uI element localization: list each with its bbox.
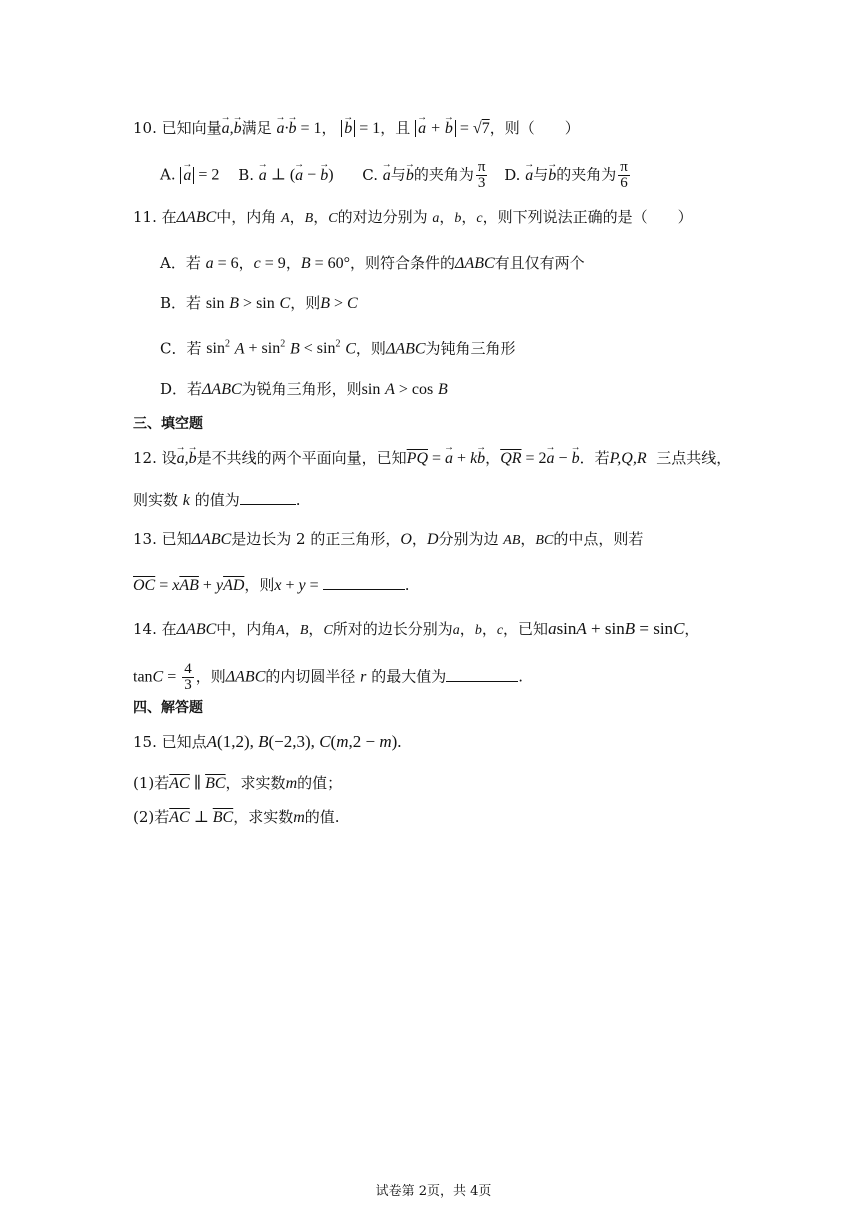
q11-text: A．若 (160, 254, 201, 272)
q11-text: 的对边分别为 (337, 208, 428, 226)
q15-text: (2)若 (133, 808, 170, 826)
q14-text: ，已知 (503, 620, 549, 638)
q14-number: 14. (133, 620, 157, 638)
q15-stem: 15. 已知点A(1,2), B(−2,3), C(m,2 − m). (133, 732, 402, 751)
q13-text: 已知 (161, 530, 192, 548)
q15-text: 已知点 (161, 733, 207, 751)
q11-option-d: D．若ΔABC为锐角三角形，则sin A > cos B (160, 380, 448, 398)
q14-text: 的最大值为 (371, 667, 447, 686)
q11-option-b: B．若 sin B > sin C，则B > C (160, 294, 358, 312)
q15-text: ，求实数 (233, 808, 294, 826)
q14-text: 中，内角 (216, 620, 277, 638)
section-title-answer: 四、解答题 (133, 700, 203, 716)
q12-text: 设 (161, 449, 177, 467)
q13-text: 的中点，则若 (553, 530, 644, 548)
q13-line2: $\overline{OC} = x\overline{AB} + y\overline{AD}$，则x + y = . (133, 576, 410, 594)
section-title-fill-in: 三、填空题 (133, 416, 203, 432)
q13-stem: 13. 已知ΔABC是边长为 2 的正三角形，O，D分别为边 AB，BC的中点，则若 (133, 530, 644, 548)
q11-text: ，则下列说法正确的是（ ） (482, 208, 693, 226)
q14-text: 所对的边长分别为 (332, 620, 453, 638)
q11-text: ，则 (355, 339, 386, 358)
q10-number: 10. (133, 119, 157, 137)
q15-sub2: (2)若$\overline{AC}$ ⊥ $\overline{BC}$，求实数m的值. (133, 808, 340, 826)
q12-text: 三点共线， (656, 449, 732, 467)
q10-text: 的夹角为 (413, 165, 474, 184)
q10-text: 的夹角为 (556, 165, 617, 184)
q11-text: D．若 (160, 380, 203, 398)
q10-stem: 10. 已知向量→ a,→ b满足 → a·→ b = 1， → b = 1，且 → a + → b = √7，则（ ） (133, 117, 580, 140)
q11-text: B．若 (160, 294, 202, 312)
q13-number: 13. (133, 530, 157, 548)
q10-option-d: D. (504, 165, 521, 184)
q12-text: 是不共线的两个平面向量，已知 (196, 449, 407, 467)
q11-text: 在 (161, 208, 177, 226)
q10-text: 与 (390, 165, 406, 184)
q10-text: ，且 (380, 119, 411, 137)
q14-line2: tanC = $\frac{4}{3}$ ，则ΔABC的内切圆半径 r 的最大值为 . (133, 661, 523, 693)
q13-text: ，则 (244, 576, 275, 594)
answer-blank[interactable] (446, 681, 518, 682)
q10-options: A. → a = 2 B. → a ⊥ (→ a − → b) C. → a与→ b的夹角为 $\frac{\pi}{3}$ D. → a与→ b的夹角为 $\frac{\pi}{6}$ (160, 160, 632, 191)
q11-text: 有且仅有两个 (494, 254, 585, 272)
q10-text: 已知向量 (161, 119, 222, 137)
q15-text: ，求实数 (225, 774, 286, 792)
q11-option-a: A．若 a = 6，c = 9，B = 60°，则符合条件的ΔABC有且仅有两个 (160, 254, 585, 272)
q14-text: 在 (161, 620, 177, 638)
q12-text: ．若 (579, 449, 610, 467)
q12-stem: 12. 设→ a,→ b是不共线的两个平面向量，已知$\overline{PQ}$ = → a + k→ b，$\overline{QR} = 2\to a$ − → b．若P,Q,R 三点共线， (133, 447, 731, 470)
q15-text: (1)若 (133, 774, 170, 792)
page-footer: 试卷第 2页，共 4页 (375, 1184, 492, 1199)
q11-stem: 11. 在ΔABC中，内角 A，B，C的对边分别为 a，b，c，则下列说法正确的是（ ） (133, 208, 693, 226)
q10-option-c: C. (362, 165, 379, 184)
q13-text: . (404, 576, 410, 594)
q12-text: . (295, 491, 301, 509)
q11-text: 为锐角三角形，则 (241, 380, 362, 398)
q13-text: 分别为边 (438, 530, 499, 548)
answer-blank[interactable] (240, 504, 296, 505)
q11-text: ，则 (290, 294, 321, 312)
q13-text: 是边长为 2 的正三角形， (231, 530, 401, 548)
answer-blank[interactable] (323, 589, 405, 590)
q12-number: 12. (133, 449, 157, 467)
q14-text: . (518, 667, 523, 686)
q15-sub1: (1)若$\overline{AC}$ ∥ $\overline{BC}$，求实数m的值； (133, 774, 343, 792)
q10-text: 满足 (241, 119, 272, 137)
q15-text: 的值. (304, 808, 340, 826)
q10-option-a: A. (160, 165, 176, 184)
q11-option-c: C．若 $\sin^2 A + \sin^2 B < \sin^2 C$，则ΔABC为钝角三角形 (160, 339, 516, 358)
q11-text: 中，内角 (216, 208, 277, 226)
q12-text: 的值为 (194, 491, 240, 509)
q15-number: 15. (133, 733, 157, 751)
q11-text: ，则符合条件的 (350, 254, 456, 272)
q10-text: 与 (533, 165, 549, 184)
q12-line2: 则实数 k 的值为 . (133, 491, 301, 509)
q14-stem: 14. 在ΔABC中，内角A，B，C所对的边长分别为a，b，c，已知asinA + sinB = sinC， (133, 619, 700, 638)
q10-text: ，则（ ） (489, 119, 580, 137)
q15-text: 的值； (297, 774, 343, 792)
q12-text: 则实数 (133, 491, 179, 509)
q11-text: 为钝角三角形 (425, 339, 516, 358)
q14-text: ，则 (195, 667, 226, 686)
q11-text: C．若 (160, 339, 202, 358)
q11-number: 11. (133, 208, 157, 226)
q10-option-b: B. (238, 165, 254, 184)
q14-text: 的内切圆半径 (265, 667, 356, 686)
